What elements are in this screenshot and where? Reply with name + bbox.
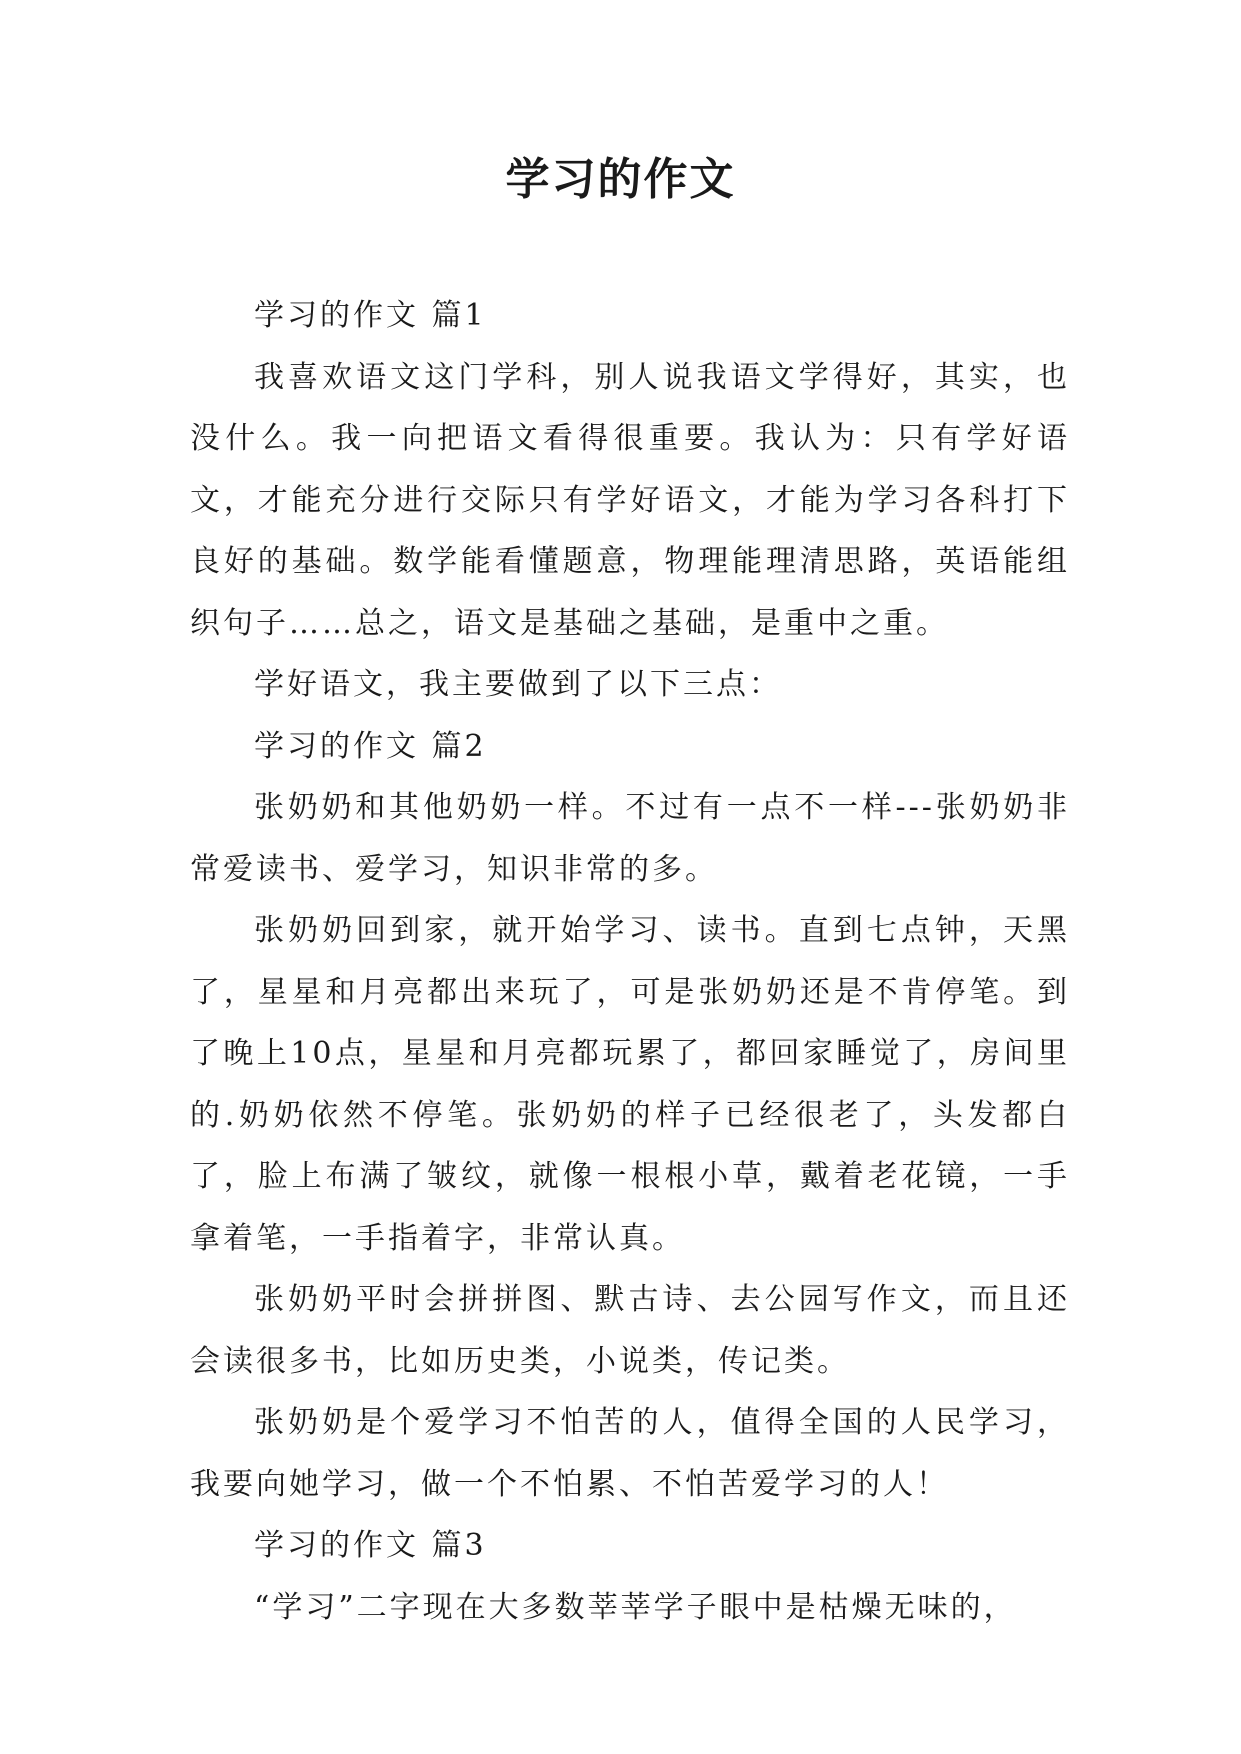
paragraph: 张奶奶平时会拼拼图、默古诗、去公园写作文，而且还会读很多书，比如历史类，小说类，传记类。	[190, 1282, 1070, 1379]
document-body	[190, 285, 1070, 1638]
document-title: 学习的作文	[505, 154, 736, 205]
paragraph: 张奶奶和其他奶奶一样。不过有一点不一样---张奶奶非常爱读书、爱学习，知识非常的多。	[190, 790, 1070, 887]
section-heading-2: 学习的作文 篇2	[254, 728, 487, 764]
section-heading-1: 学习的作文 篇1	[254, 298, 487, 333]
paragraph: 张奶奶是个爱学习不怕苦的人，值得全国的人民学习，我要向她学习，做一个不怕累、不怕苦爱学习的人！	[190, 1405, 1070, 1502]
section-heading-3: 学习的作文 篇3	[254, 1528, 487, 1563]
paragraph: 我喜欢语文这门学科，别人说我语文学得好，其实，也没什么。我一向把语文看得很重要。我认为：只有学好语文，才能充分进行交际只有学好语文，才能为学习各科打下良好的基础。数学能看懂题意，物理能理清思路，英语能组织句子……总之，语文是基础之基础，是重中之重。	[190, 359, 1070, 641]
paragraph: “学习”二字现在大多数莘莘学子眼中是枯燥无味的，	[254, 1589, 1017, 1625]
paragraph: 学好语文，我主要做到了以下三点：	[254, 667, 782, 702]
paragraph: 张奶奶回到家，就开始学习、读书。直到七点钟，天黑了，星星和月亮都出来玩了，可是张奶奶还是不肯停笔。到了晚上10点，星星和月亮都玩累了，都回家睡觉了，房间里的.奶奶依然不停笔。张奶奶的样子已经很老了，头发都白了，脸上布满了皱纹，就像一根根小草，戴着老花镜，一手拿着笔，一手指着字，非常认真。	[190, 913, 1070, 1256]
